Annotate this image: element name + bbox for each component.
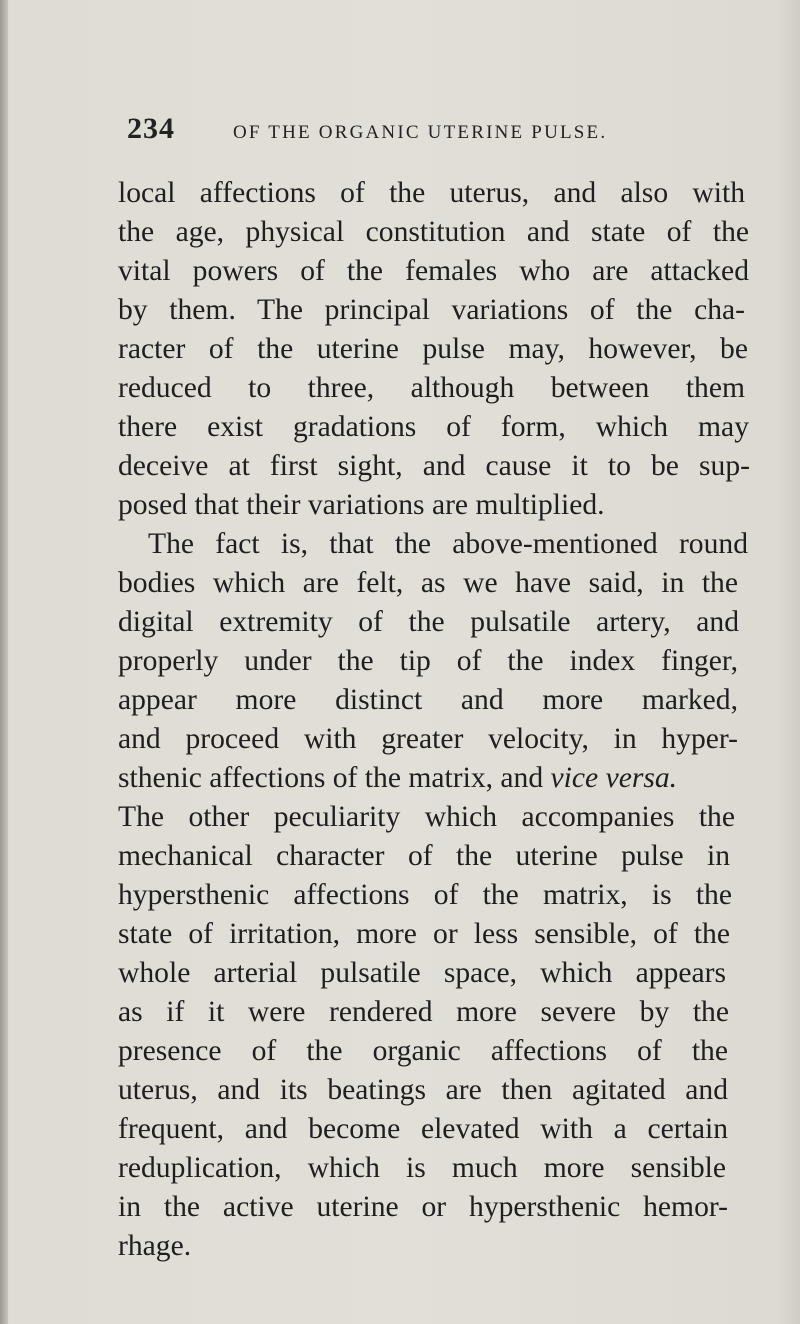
text-line: vital powers of the females who are attacked — [118, 255, 749, 287]
text-segment: sthenic affections of the matrix, and — [118, 762, 551, 794]
text-line: presence of the organic affections of the — [118, 1035, 728, 1067]
text-line: as if it were rendered more severe by the — [118, 996, 729, 1028]
page-spine-shadow — [0, 0, 8, 1324]
text-line: hypersthenic affections of the matrix, is the — [118, 879, 732, 911]
text-line: rhage. — [118, 1230, 192, 1262]
running-title: OF THE ORGANIC UTERINE PULSE. — [233, 122, 608, 143]
text-line: properly under the tip of the index finger, — [118, 645, 738, 677]
text-line: reduced to three, although between them — [118, 372, 745, 404]
text-line: mechanical character of the uterine pulse in — [118, 840, 730, 872]
text-line: The other peculiarity which accompanies the — [118, 801, 735, 833]
text-line: digital extremity of the pulsatile artery, and — [118, 606, 739, 638]
text-line: bodies which are felt, as we have said, in the — [118, 567, 738, 599]
text-line: local affections of the uterus, and also with — [118, 177, 745, 209]
text-line: posed that their variations are multiplied. — [118, 489, 605, 521]
text-line: by them. The principal variations of the cha- — [118, 294, 745, 326]
page-header — [0, 112, 800, 152]
text-line: whole arterial pulsatile space, which appears — [118, 957, 726, 989]
text-line: appear more distinct and more marked, — [118, 684, 738, 716]
text-line: and proceed with greater velocity, in hyper- — [118, 723, 738, 755]
text-line: the age, physical constitution and state of the — [118, 216, 749, 248]
text-line: there exist gradations of form, which may — [118, 411, 749, 443]
text-line: racter of the uterine pulse may, however, be — [118, 333, 748, 365]
page-number: 234 — [127, 112, 175, 145]
body-text — [118, 174, 758, 1266]
text-line: frequent, and become elevated with a certain — [118, 1113, 728, 1145]
text-line: uterus, and its beatings are then agitated and — [118, 1074, 728, 1106]
text-line: state of irritation, more or less sensible, of the — [118, 918, 730, 950]
text-line: in the active uterine or hypersthenic hemor- — [118, 1191, 728, 1223]
text-line: The fact is, that the above-mentioned round — [148, 528, 748, 560]
text-line: reduplication, which is much more sensible — [118, 1152, 726, 1184]
text-line-mixed — [118, 759, 758, 798]
italic-phrase: vice versa. — [550, 762, 678, 794]
text-line: deceive at first sight, and cause it to be sup- — [118, 450, 750, 482]
